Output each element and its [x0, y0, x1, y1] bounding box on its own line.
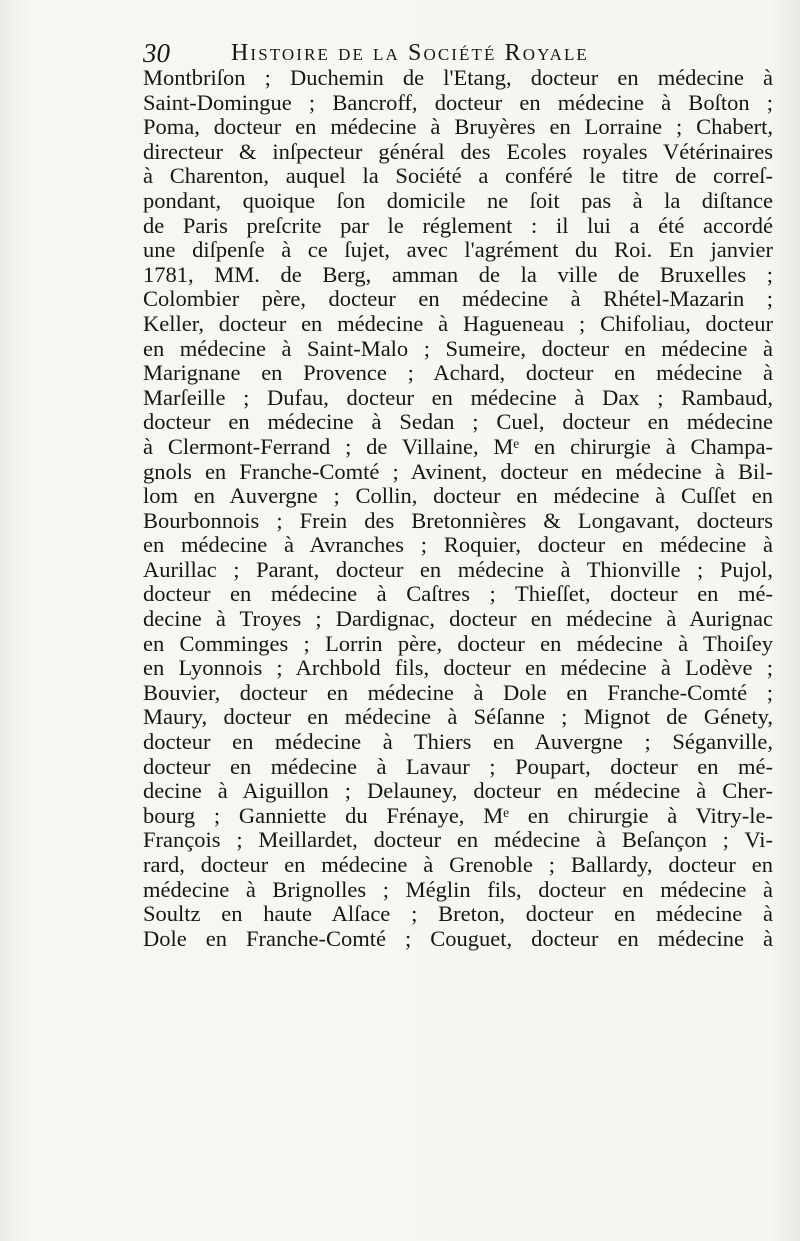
text-line: François ; Meillardet, docteur en médecine à Beſançon ; Vi- [143, 827, 773, 853]
text-line: docteur en médecine à Sedan ; Cuel, docteur en médecine [143, 409, 773, 435]
text-line: Marignane en Provence ; Achard, docteur en médecine à [143, 360, 773, 386]
text-line: en médecine à Saint-Malo ; Sumeire, docteur en médecine à [143, 335, 773, 361]
text-line: docteur en médecine à Caſtres ; Thieſſet, docteur en mé- [143, 581, 773, 607]
text-line: docteur en médecine à Thiers en Auvergne ; Séganville, [143, 729, 773, 755]
text-line: docteur en médecine à Lavaur ; Poupart, docteur en mé- [143, 753, 773, 779]
text-line: gnols en Franche-Comté ; Avinent, docteur en médecine à Bil- [143, 458, 773, 484]
text-line: Bourbonnois ; Frein des Bretonnières & Longavant, docteurs [143, 507, 773, 533]
text-line: de Paris preſcrite par le réglement : il lui a été accordé [143, 212, 773, 238]
text-line: directeur & inſpecteur général des Ecoles royales Vétérinaires [143, 138, 773, 164]
text-line: lom en Auvergne ; Collin, docteur en médecine à Cuſſet en [143, 483, 773, 509]
text-line: à Clermont-Ferrand ; de Villaine, Mᵉ en chirurgie à Champa- [143, 433, 773, 459]
text-line: bourg ; Ganniette du Frénaye, Mᵉ en chirurgie à Vitry-le- [143, 802, 773, 828]
text-line: decine à Aiguillon ; Delauney, docteur en médecine à Cher- [143, 778, 773, 804]
text-line: rard, docteur en médecine à Grenoble ; Ballardy, docteur en [143, 852, 773, 877]
text-line: une diſpenſe à ce ſujet, avec l'agrément du Roi. En janvier [143, 237, 773, 263]
text-line: Montbriſon ; Duchemin de l'Etang, docteur en médecine à [143, 65, 773, 90]
text-line: en Lyonnois ; Archbold fils, docteur en médecine à Lodève ; [143, 655, 773, 681]
text-line: Colombier père, docteur en médecine à Rhétel-Mazarin ; [143, 286, 773, 312]
page-number: 30 [143, 38, 170, 68]
text-line: Maury, docteur en médecine à Séſanne ; Mignot de Génety, [143, 704, 773, 730]
text-line: Saint-Domingue ; Bancroff, docteur en médecine à Boſton ; [143, 89, 773, 115]
text-line: pondant, quoique ſon domicile ne ſoit pas à la diſtance [143, 187, 773, 213]
text-line: Dole en Franche-Comté ; Couguet, docteur en médecine à [143, 925, 773, 951]
text-line: médecine à Brignolles ; Méglin fils, docteur en médecine à [143, 876, 773, 902]
text-line: decine à Troyes ; Dardignac, docteur en médecine à Aurignac [143, 606, 773, 632]
text-line: Bouvier, docteur en médecine à Dole en Franche-Comté ; [143, 679, 773, 705]
text-line: en Comminges ; Lorrin père, docteur en médecine à Thoiſey [143, 630, 773, 656]
text-line: Keller, docteur en médecine à Hagueneau ; Chifoliau, docteur [143, 310, 773, 336]
running-head: Histoire de la Société Royale [231, 40, 589, 66]
text-line: Marſeille ; Dufau, docteur en médecine à Dax ; Rambaud, [143, 384, 773, 410]
text-line: 1781, MM. de Berg, amman de la ville de Bruxelles ; [143, 261, 773, 287]
text-line: à Charenton, auquel la Société a conféré le titre de correſ- [143, 163, 773, 189]
text-line: Soultz en haute Alſace ; Breton, docteur en médecine à [143, 901, 773, 927]
text-line: en médecine à Avranches ; Roquier, docteur en médecine à [143, 532, 773, 558]
text-line: Aurillac ; Parant, docteur en médecine à Thionville ; Pujol, [143, 556, 773, 582]
text-line: Poma, docteur en médecine à Bruyères en Lorraine ; Chabert, [143, 114, 773, 140]
body-text [143, 66, 773, 951]
